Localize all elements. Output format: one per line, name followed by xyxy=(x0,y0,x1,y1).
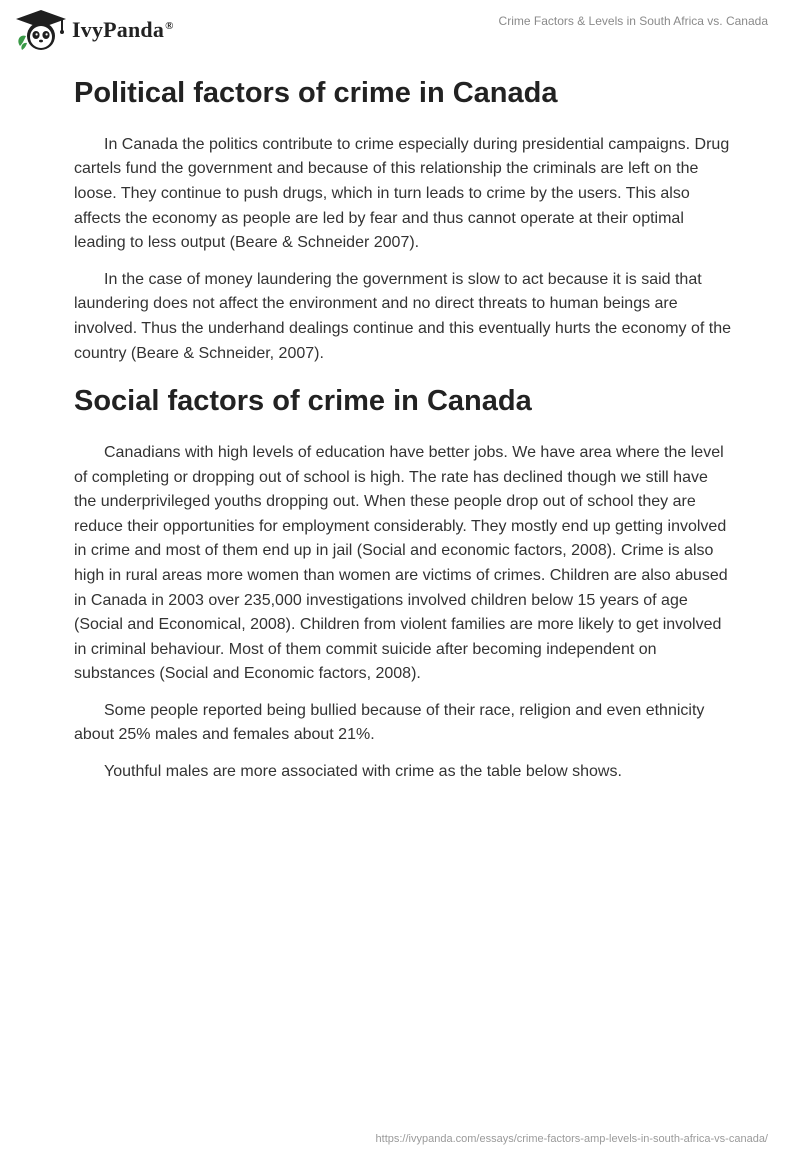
paragraph: In Canada the politics contribute to crime especially during presidential campaigns. Drug cartels fund the government and because of this relationship the criminals are left on the loose. They continue to push drugs, which in turn leads to crime by the users. This also affects the economy as people are led by fear and thus cannot operate at their optimal leading to less output (Beare & Schneider 2007). xyxy=(74,135,730,252)
ivypanda-logo[interactable] xyxy=(14,8,174,52)
page-header xyxy=(0,0,800,60)
section-political-factors xyxy=(74,76,734,366)
paragraph: In the case of money laundering the government is slow to act because it is said that laundering does not affect the environment and no direct threats to human beings are involved. Thus the underhand dealings continue and this eventually hurts the economy of the country (Beare & Schneider, 2007). xyxy=(74,270,732,362)
logo-wordmark: IvyPanda® xyxy=(72,17,174,42)
panda-graduate-icon xyxy=(14,8,68,52)
paragraph: Youthful males are more associated with crime as the table below shows. xyxy=(104,763,622,781)
section-social-factors xyxy=(74,384,734,785)
paragraph: Some people reported being bullied because of their race, religion and even ethnicity about 25% males and females about 21%. xyxy=(74,701,705,744)
section-heading: Political factors of crime in Canada xyxy=(74,77,558,109)
essay-content xyxy=(74,68,734,797)
section-heading: Social factors of crime in Canada xyxy=(74,385,532,418)
source-url-link[interactable]: https://ivypanda.com/essays/crime-factors-amp-levels-in-south-africa-vs-canada/ xyxy=(375,1133,768,1145)
paragraph: Canadians with high levels of education have better jobs. We have area where the level of completing or dropping out of school is high. The rate has declined though we still have the underprivileged youths dropping out. When these people drop out of school they are reduce their opportunities for employment considerably. They mostly end up getting involved in crime and most of them end up in jail (Social and economic factors, 2008). Crime is also high in rural areas more women than women are victims of crimes. Children are also abused in Canada in 2003 over 235,000 investigations involved children below 15 years of age (Social and Economical, 2008). Children from violent families are more likely to get involved in criminal behaviour. Most of them commit suicide after becoming independent on substances (Social and Economic factors, 2008). xyxy=(74,443,728,683)
running-title: Crime Factors & Levels in South Africa vs. Canada xyxy=(498,14,768,28)
